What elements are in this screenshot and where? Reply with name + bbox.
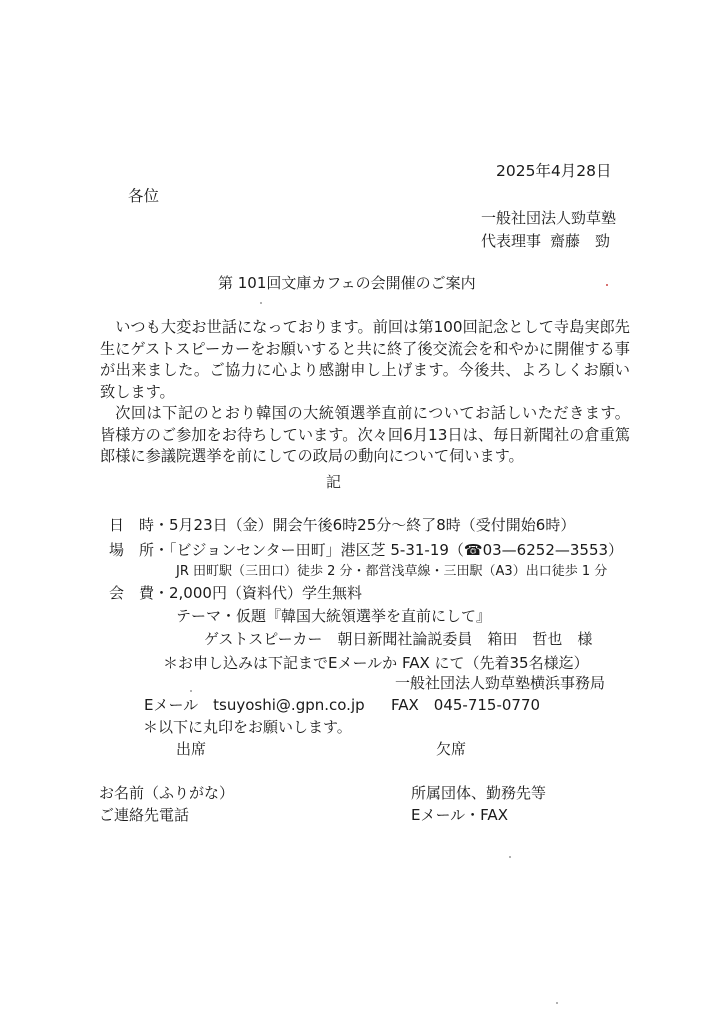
form-phone-label: ご連絡先電話 (99, 806, 190, 824)
office-name: 一般社団法人勁草塾横浜事務局 (395, 674, 606, 692)
scan-speck (260, 302, 262, 304)
contact-fax: FAX 045-715-0770 (391, 696, 541, 714)
event-fee: 会 費・2,000円（資料代）学生無料 (109, 584, 362, 602)
event-access: JR 田町駅（三田口）徒歩 2 分・都営浅草線・三田駅（A3）出口徒歩 1 分 (176, 564, 608, 579)
body-text (100, 317, 630, 468)
event-place: 場 所・「ビジョンセンター田町」港区芝 5-31-19（☎03—6252—3553） (109, 541, 624, 559)
sender-name: 齋藤 勁 (550, 232, 611, 250)
event-datetime: 日 時・5月23日（金）開会午後6時25分～終了8時（受付開始6時） (109, 516, 576, 534)
body-paragraph-1: いつも大変お世話になっております。前回は第100回記念として寺島実郎先生にゲストスピーカーをお願いすると共に終了後交流会を和やかに開催する事が出来ました。ご協力に心より感謝申し上げます。今後共、よろしくお願い致します。 (100, 318, 630, 401)
ki-heading: 記 (326, 473, 342, 491)
scan-speck (556, 1002, 558, 1004)
body-paragraph-2: 次回は下記のとおり韓国の大統領選挙直前についてお話しいただきます。皆様方のご参加をお待ちしています。次々回6月13日は、毎日新聞社の倉重篤郎様に参議院選挙を前にしての政局の動向について伺います。 (100, 404, 630, 465)
event-theme: テーマ・仮題『韓国大統領選挙を直前にして』 (176, 607, 492, 625)
sender-title: 代表理事 (481, 232, 542, 250)
scan-speck (606, 284, 608, 286)
contact-email: Eメール tsuyoshi@.gpn.co.jp (144, 696, 365, 714)
form-email-fax-label: Eメール・FAX (411, 806, 508, 824)
date: 2025年4月28日 (496, 162, 612, 180)
option-absent: 欠席 (436, 740, 467, 758)
form-affiliation-label: 所属団体、勤務先等 (411, 784, 547, 802)
scan-speck (190, 690, 192, 692)
circle-note: ＊以下に丸印をお願いします。 (143, 718, 352, 736)
event-speaker: ゲストスピーカー 朝日新聞社論説委員 箱田 哲也 様 (204, 630, 593, 648)
page-title: 第 101回文庫カフェの会開催のご案内 (218, 274, 476, 292)
scan-speck (509, 856, 511, 858)
option-attend: 出席 (176, 740, 207, 758)
form-name-label: お名前（ふりがな） (99, 784, 235, 802)
apply-note: ＊お申し込みは下記までEメールか FAX にて（先着35名様迄） (163, 654, 589, 672)
sender-org: 一般社団法人勁草塾 (481, 209, 617, 227)
addressee: 各位 (128, 187, 160, 205)
